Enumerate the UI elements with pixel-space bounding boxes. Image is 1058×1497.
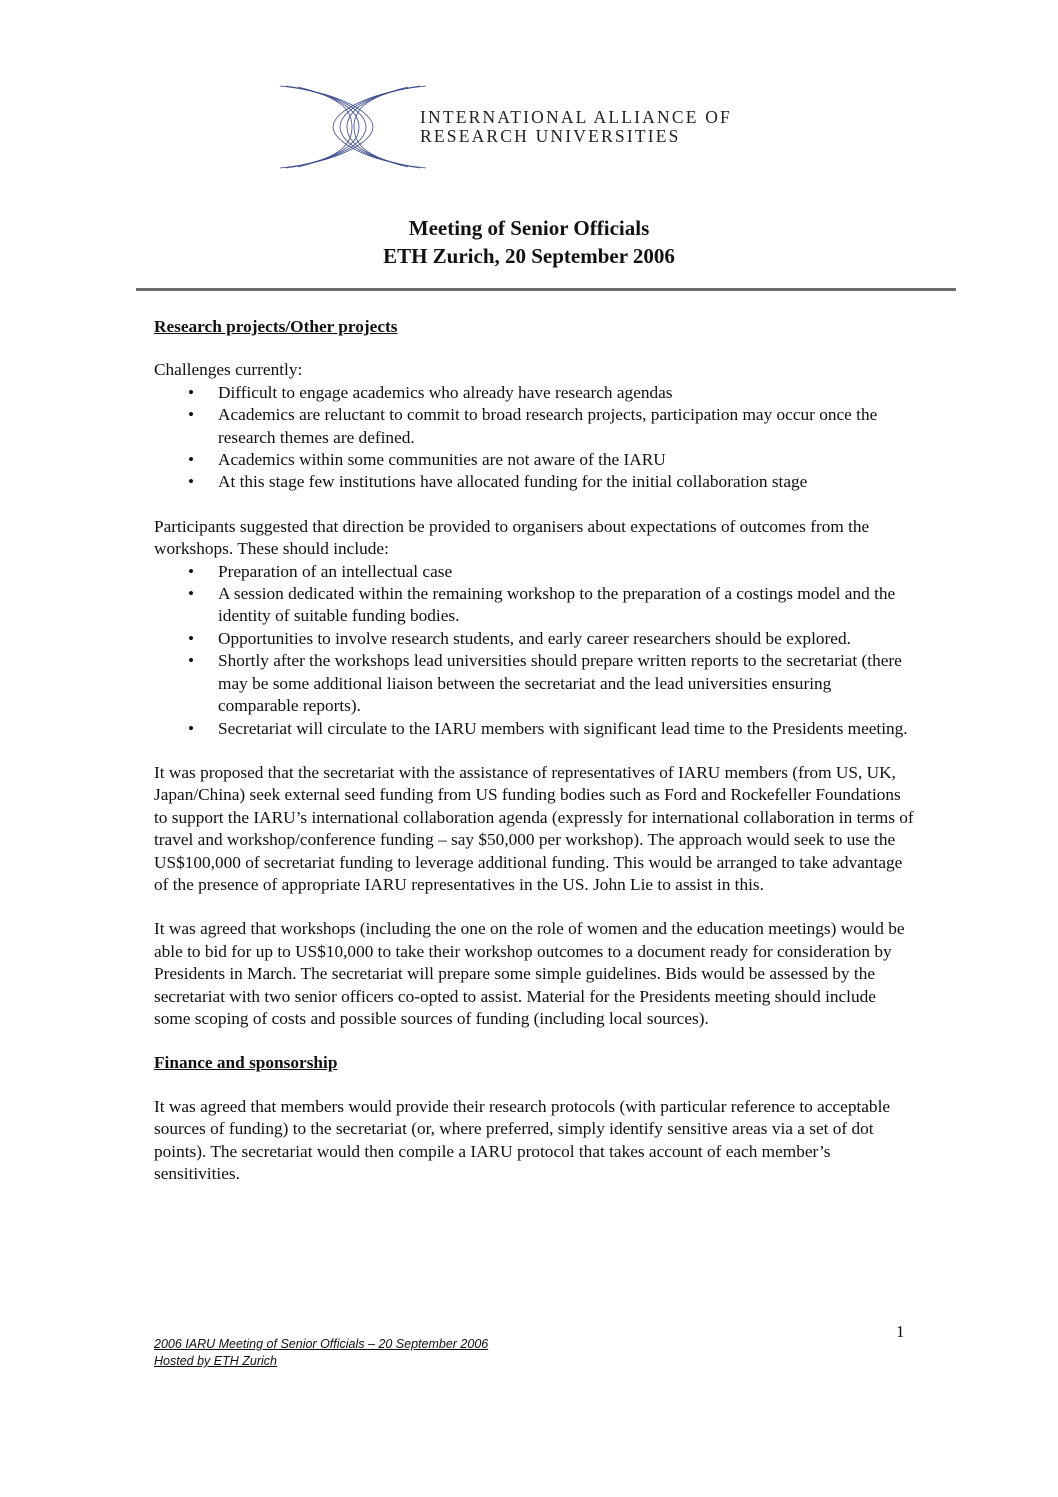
list-item: • Academics are reluctant to commit to broad research projects, participation may occur once the research themes are defined. bbox=[188, 405, 878, 447]
title-divider bbox=[136, 288, 956, 291]
bullet-icon: • bbox=[188, 584, 195, 604]
protocols-paragraph: It was agreed that members would provide their research protocols (with particular reference to acceptable sources of funding) to the secretariat (or, where preferred, simply identify sensitive areas via a set of dot points). The secretariat would then compile a IARU protocol that takes account of each member’s sensitivities. bbox=[154, 1096, 891, 1183]
title-line1: Meeting of Senior Officials bbox=[408, 216, 650, 240]
document-title bbox=[0, 214, 1058, 270]
bullet-icon: • bbox=[188, 382, 195, 402]
organization-name bbox=[420, 108, 732, 146]
document-body bbox=[154, 316, 914, 1185]
page-footer bbox=[154, 1336, 488, 1370]
list-item: • At this stage few institutions have allocated funding for the initial collaboration stage bbox=[154, 471, 914, 493]
challenges-intro: Challenges currently: bbox=[154, 360, 303, 380]
workshop-bids-paragraph: It was agreed that workshops (including the one on the role of women and the education meetings) would be able to bid for up to US$10,000 to take their workshop outcomes to a document ready for consideration by Presidents in March. The secretariat will prepare some simple guidelines. Bids would be assessed by the secretariat with two senior officers co-opted to assist. Material for the Presidents meeting should include some scoping of costs and possible sources of funding (including local sources). bbox=[154, 919, 905, 1028]
list-item: • A session dedicated within the remaining workshop to the preparation of a costings model and the identity of suitable funding bodies. bbox=[188, 584, 896, 626]
participants-paragraph: Participants suggested that direction be provided to organisers about expectations of outcomes from the workshops. These should include: bbox=[154, 516, 870, 559]
list-item: • Shortly after the workshops lead universities should prepare written reports to the secretariat (there may be some additional liaison between the secretariat and the lead universities ensuring comparable reports). bbox=[188, 651, 902, 716]
footer-line2: Hosted by ETH Zurich bbox=[154, 1354, 277, 1368]
page-number: 1 bbox=[896, 1322, 905, 1341]
list-item: • Difficult to engage academics who already have research agendas bbox=[154, 382, 914, 404]
section-heading-research: Research projects/Other projects bbox=[154, 317, 398, 336]
section-heading-finance: Finance and sponsorship bbox=[154, 1053, 338, 1073]
outcomes-list bbox=[154, 561, 914, 740]
list-item: • Academics within some communities are not aware of the IARU bbox=[154, 449, 914, 471]
list-item: • Secretariat will circulate to the IARU members with significant lead time to the Presidents meeting. bbox=[154, 718, 914, 740]
bullet-icon: • bbox=[188, 628, 195, 648]
bullet-icon: • bbox=[188, 472, 195, 492]
bullet-icon: • bbox=[188, 450, 195, 470]
bullet-icon: • bbox=[188, 651, 195, 671]
challenges-list bbox=[154, 382, 914, 494]
bullet-icon: • bbox=[188, 405, 195, 425]
seed-funding-paragraph: It was proposed that the secretariat with the assistance of representatives of IARU members (from US, UK, Japan/China) seek external seed funding from US funding bodies such as Ford and Rockefeller Foundations to support the IARU’s international collaboration agenda (expressly for international collaboration in terms of travel and workshop/conference funding – say $50,000 per workshop). The approach would seek to use the US$100,000 of secretariat funding to leverage additional funding. This would be arranged to take advantage of the presence of appropriate IARU representatives in the US. John Lie to assist in this. bbox=[154, 762, 914, 894]
bullet-icon: • bbox=[188, 561, 195, 581]
bullet-icon: • bbox=[188, 718, 195, 738]
list-item: • Opportunities to involve research students, and early career researchers should be explored. bbox=[154, 628, 914, 650]
list-item: • Preparation of an intellectual case bbox=[154, 561, 914, 583]
title-line2: ETH Zurich, 20 September 2006 bbox=[383, 244, 675, 268]
organization-name-line2: RESEARCH UNIVERSITIES bbox=[420, 126, 681, 146]
footer-line1: 2006 IARU Meeting of Senior Officials – 20 September 2006 bbox=[154, 1337, 489, 1351]
iaru-logo-icon bbox=[278, 82, 428, 172]
organization-name-line1: INTERNATIONAL ALLIANCE OF bbox=[420, 107, 732, 127]
